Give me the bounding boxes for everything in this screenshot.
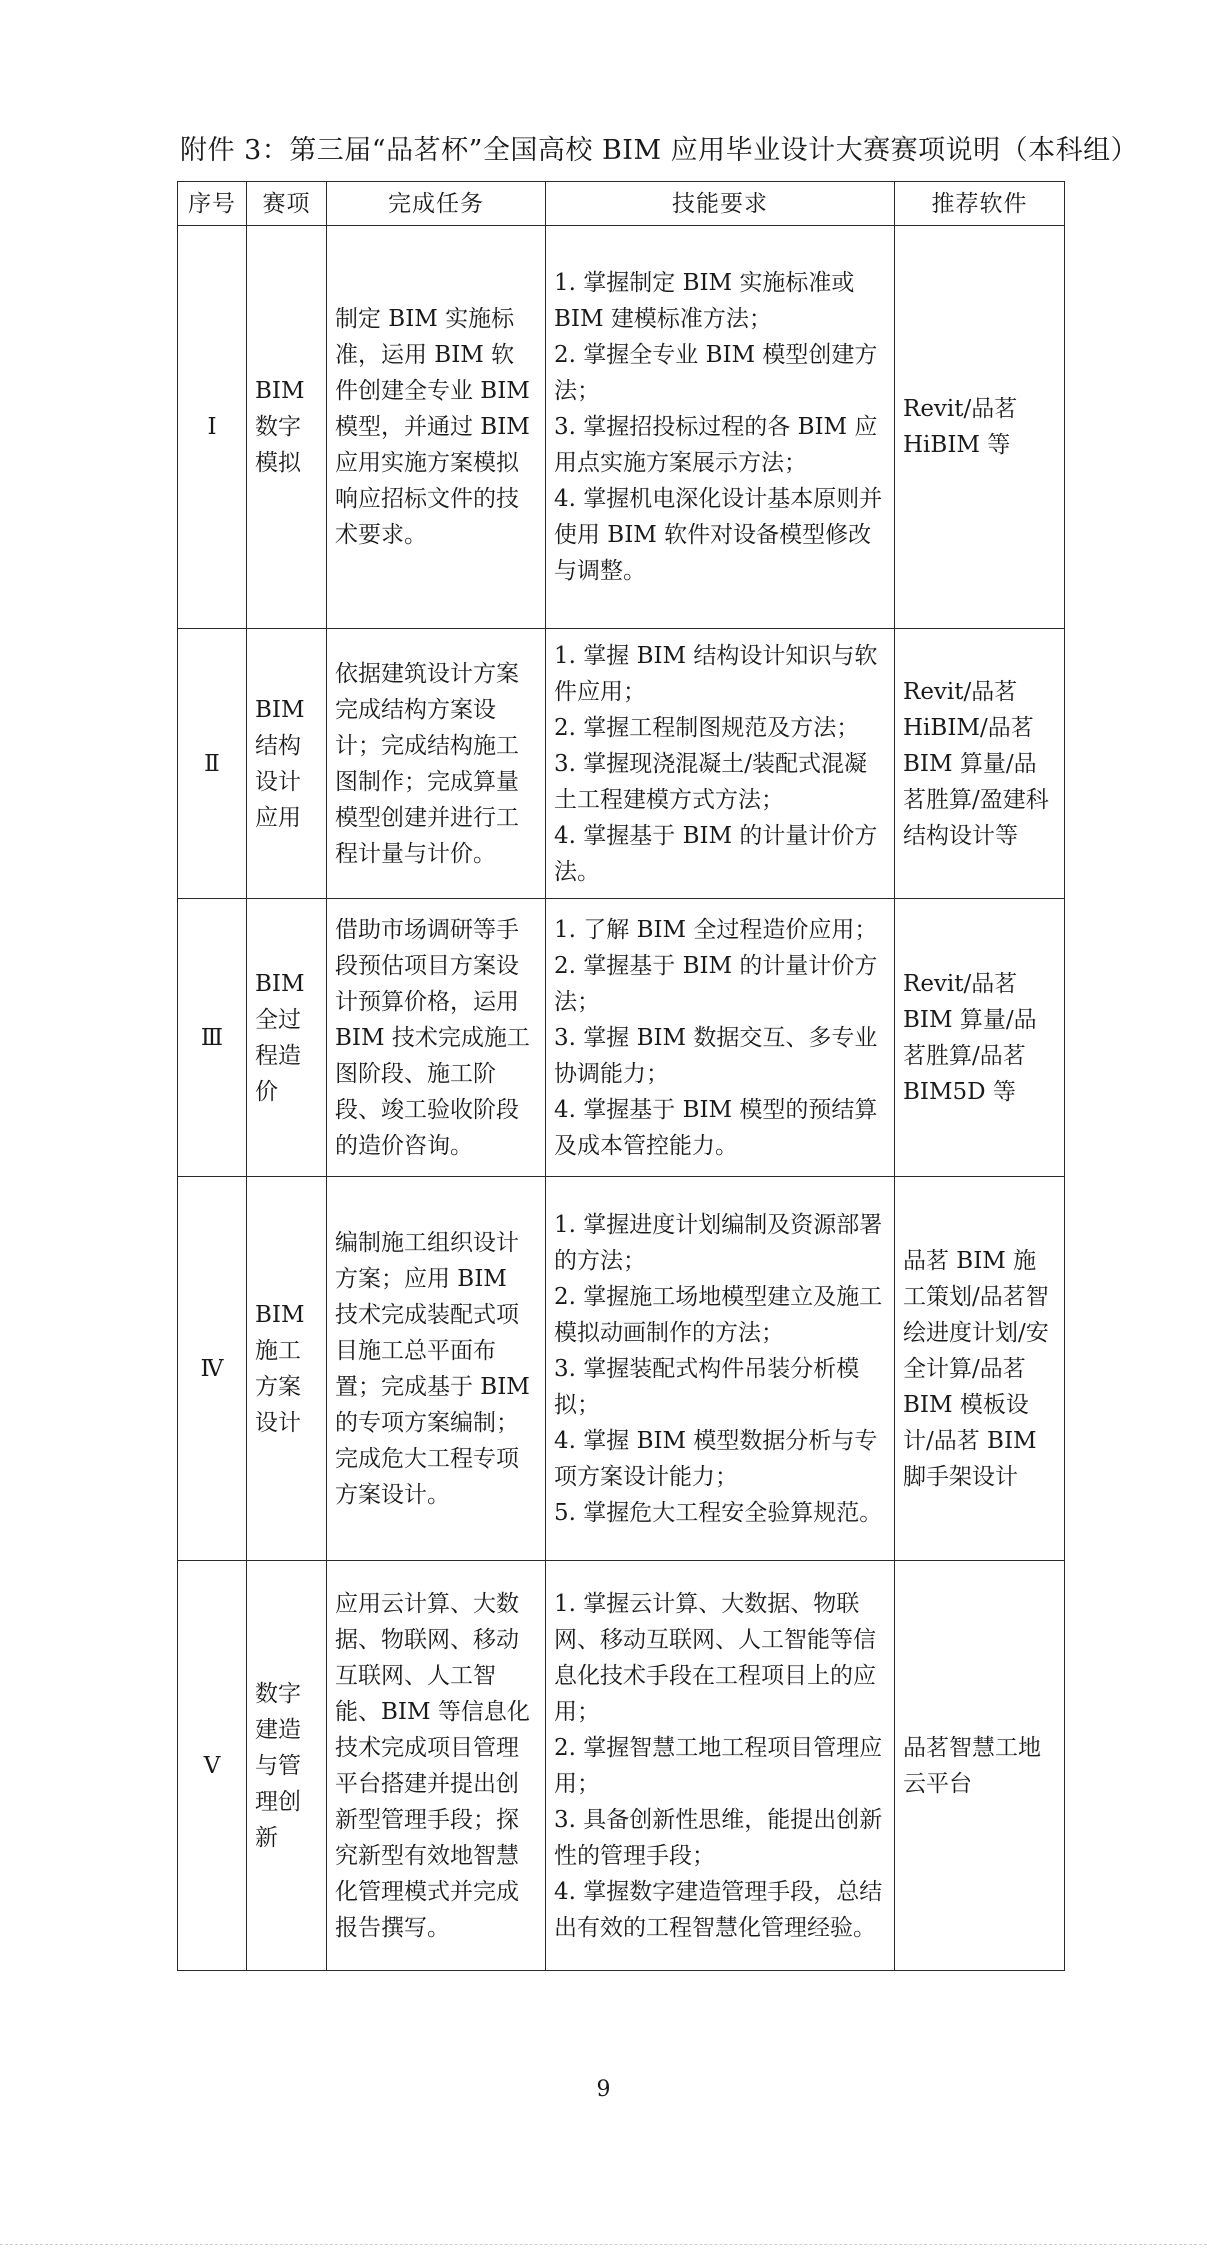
scan-edge-divider xyxy=(0,2244,1207,2245)
contest-item: BIM 结构 设计 应用 xyxy=(247,629,327,899)
table-row xyxy=(178,1561,1065,1971)
page-title: 附件 3：第三届“品茗杯”全国高校 BIM 应用毕业设计大赛赛项说明（本科组） xyxy=(180,135,1139,166)
skill-item: 2. 掌握施工场地模型建立及施工模拟动画制作的方法； xyxy=(554,1283,883,1346)
skill-item: 2. 掌握工程制图规范及方法； xyxy=(554,714,860,741)
page-number: 9 xyxy=(596,2077,611,2102)
skill-item: 1. 了解 BIM 全过程造价应用； xyxy=(554,916,878,943)
skill-item: 4. 掌握基于 BIM 模型的预结算及成本管控能力。 xyxy=(554,1096,878,1159)
skill-requirements xyxy=(546,899,895,1177)
skill-item: 4. 掌握 BIM 模型数据分析与专项方案设计能力； xyxy=(554,1427,878,1490)
table-row xyxy=(178,629,1065,899)
table-header-row xyxy=(178,182,1065,226)
recommended-software: Revit/品茗 BIM 算量/品茗胜算/品茗 BIM5D 等 xyxy=(895,899,1065,1177)
header-no: 序号 xyxy=(178,182,247,226)
task-description: 借助市场调研等手段预估项目方案设计预算价格，运用 BIM 技术完成施工图阶段、施工阶段、竣工验收阶段的造价咨询。 xyxy=(327,899,546,1177)
skill-item: 4. 掌握基于 BIM 的计量计价方法。 xyxy=(554,822,878,885)
task-description: 应用云计算、大数据、物联网、移动互联网、人工智能、BIM 等信息化技术完成项目管理平台搭建并提出创新型管理手段；探究新型有效地智慧化管理模式并完成报告撰写。 xyxy=(327,1561,546,1971)
skill-item: 1. 掌握制定 BIM 实施标准或 BIM 建模标准方法； xyxy=(554,270,855,332)
task-description: 依据建筑设计方案完成结构方案设计；完成结构施工图制作；完成算量模型创建并进行工程计量与计价。 xyxy=(327,629,546,899)
row-number: Ⅲ xyxy=(178,899,247,1177)
skill-item: 2. 掌握基于 BIM 的计量计价方法； xyxy=(554,952,878,1015)
skill-item: 1. 掌握 BIM 结构设计知识与软件应用； xyxy=(554,642,878,705)
skill-item: 3. 掌握现浇混凝土/装配式混凝土工程建模方式方法； xyxy=(554,750,868,813)
skill-item: 4. 掌握机电深化设计基本原则并使用 BIM 软件对设备模型修改与调整。 xyxy=(554,486,883,584)
skill-requirements xyxy=(546,629,895,899)
skill-item: 2. 掌握全专业 BIM 模型创建方法； xyxy=(554,342,878,404)
recommended-software: Revit/品茗 HiBIM 等 xyxy=(895,226,1065,629)
task-description: 编制施工组织设计方案；应用 BIM 技术完成装配式项目施工总平面布置；完成基于 BIM 的专项方案编制；完成危大工程专项方案设计。 xyxy=(327,1177,546,1561)
contest-table xyxy=(177,181,1065,1971)
contest-item: 数字 建造 与管 理创 新 xyxy=(247,1561,327,1971)
table-row xyxy=(178,226,1065,629)
contest-item: BIM 数字 模拟 xyxy=(247,226,327,629)
skill-item: 4. 掌握数字建造管理手段，总结出有效的工程智慧化管理经验。 xyxy=(554,1878,883,1941)
row-number: Ⅴ xyxy=(178,1561,247,1971)
skill-item: 1. 掌握云计算、大数据、物联网、移动互联网、人工智能等信息化技术手段在工程项目上的应用； xyxy=(554,1590,876,1725)
recommended-software: 品茗 BIM 施工策划/品茗智绘进度计划/安全计算/品茗 BIM 模板设计/品茗 BIM 脚手架设计 xyxy=(895,1177,1065,1561)
recommended-software: 品茗智慧工地云平台 xyxy=(895,1561,1065,1971)
contest-item: BIM 施工 方案 设计 xyxy=(247,1177,327,1561)
header-software: 推荐软件 xyxy=(895,182,1065,226)
table-row xyxy=(178,1177,1065,1561)
contest-item: BIM 全过 程造 价 xyxy=(247,899,327,1177)
header-item: 赛项 xyxy=(247,182,327,226)
skill-item: 3. 掌握 BIM 数据交互、多专业协调能力； xyxy=(554,1024,878,1087)
row-number: Ⅳ xyxy=(178,1177,247,1561)
header-skill: 技能要求 xyxy=(546,182,895,226)
row-number: Ⅰ xyxy=(178,226,247,629)
skill-item: 5. 掌握危大工程安全验算规范。 xyxy=(554,1499,883,1526)
skill-item: 2. 掌握智慧工地工程项目管理应用； xyxy=(554,1734,883,1797)
recommended-software: Revit/品茗 HiBIM/品茗 BIM 算量/品茗胜算/盈建科结构设计等 xyxy=(895,629,1065,899)
table-row xyxy=(178,899,1065,1177)
header-task: 完成任务 xyxy=(327,182,546,226)
task-description: 制定 BIM 实施标准，运用 BIM 软件创建全专业 BIM 模型，并通过 BIM 应用实施方案模拟响应招标文件的技术要求。 xyxy=(327,226,546,629)
skill-requirements xyxy=(546,226,895,629)
skill-item: 3. 掌握招投标过程的各 BIM 应用点实施方案展示方法； xyxy=(554,414,878,476)
skill-requirements xyxy=(546,1561,895,1971)
skill-item: 3. 掌握装配式构件吊装分析模拟； xyxy=(554,1355,860,1418)
skill-requirements xyxy=(546,1177,895,1561)
row-number: Ⅱ xyxy=(178,629,247,899)
skill-item: 1. 掌握进度计划编制及资源部署的方法； xyxy=(554,1211,883,1274)
skill-item: 3. 具备创新性思维，能提出创新性的管理手段； xyxy=(554,1806,883,1869)
